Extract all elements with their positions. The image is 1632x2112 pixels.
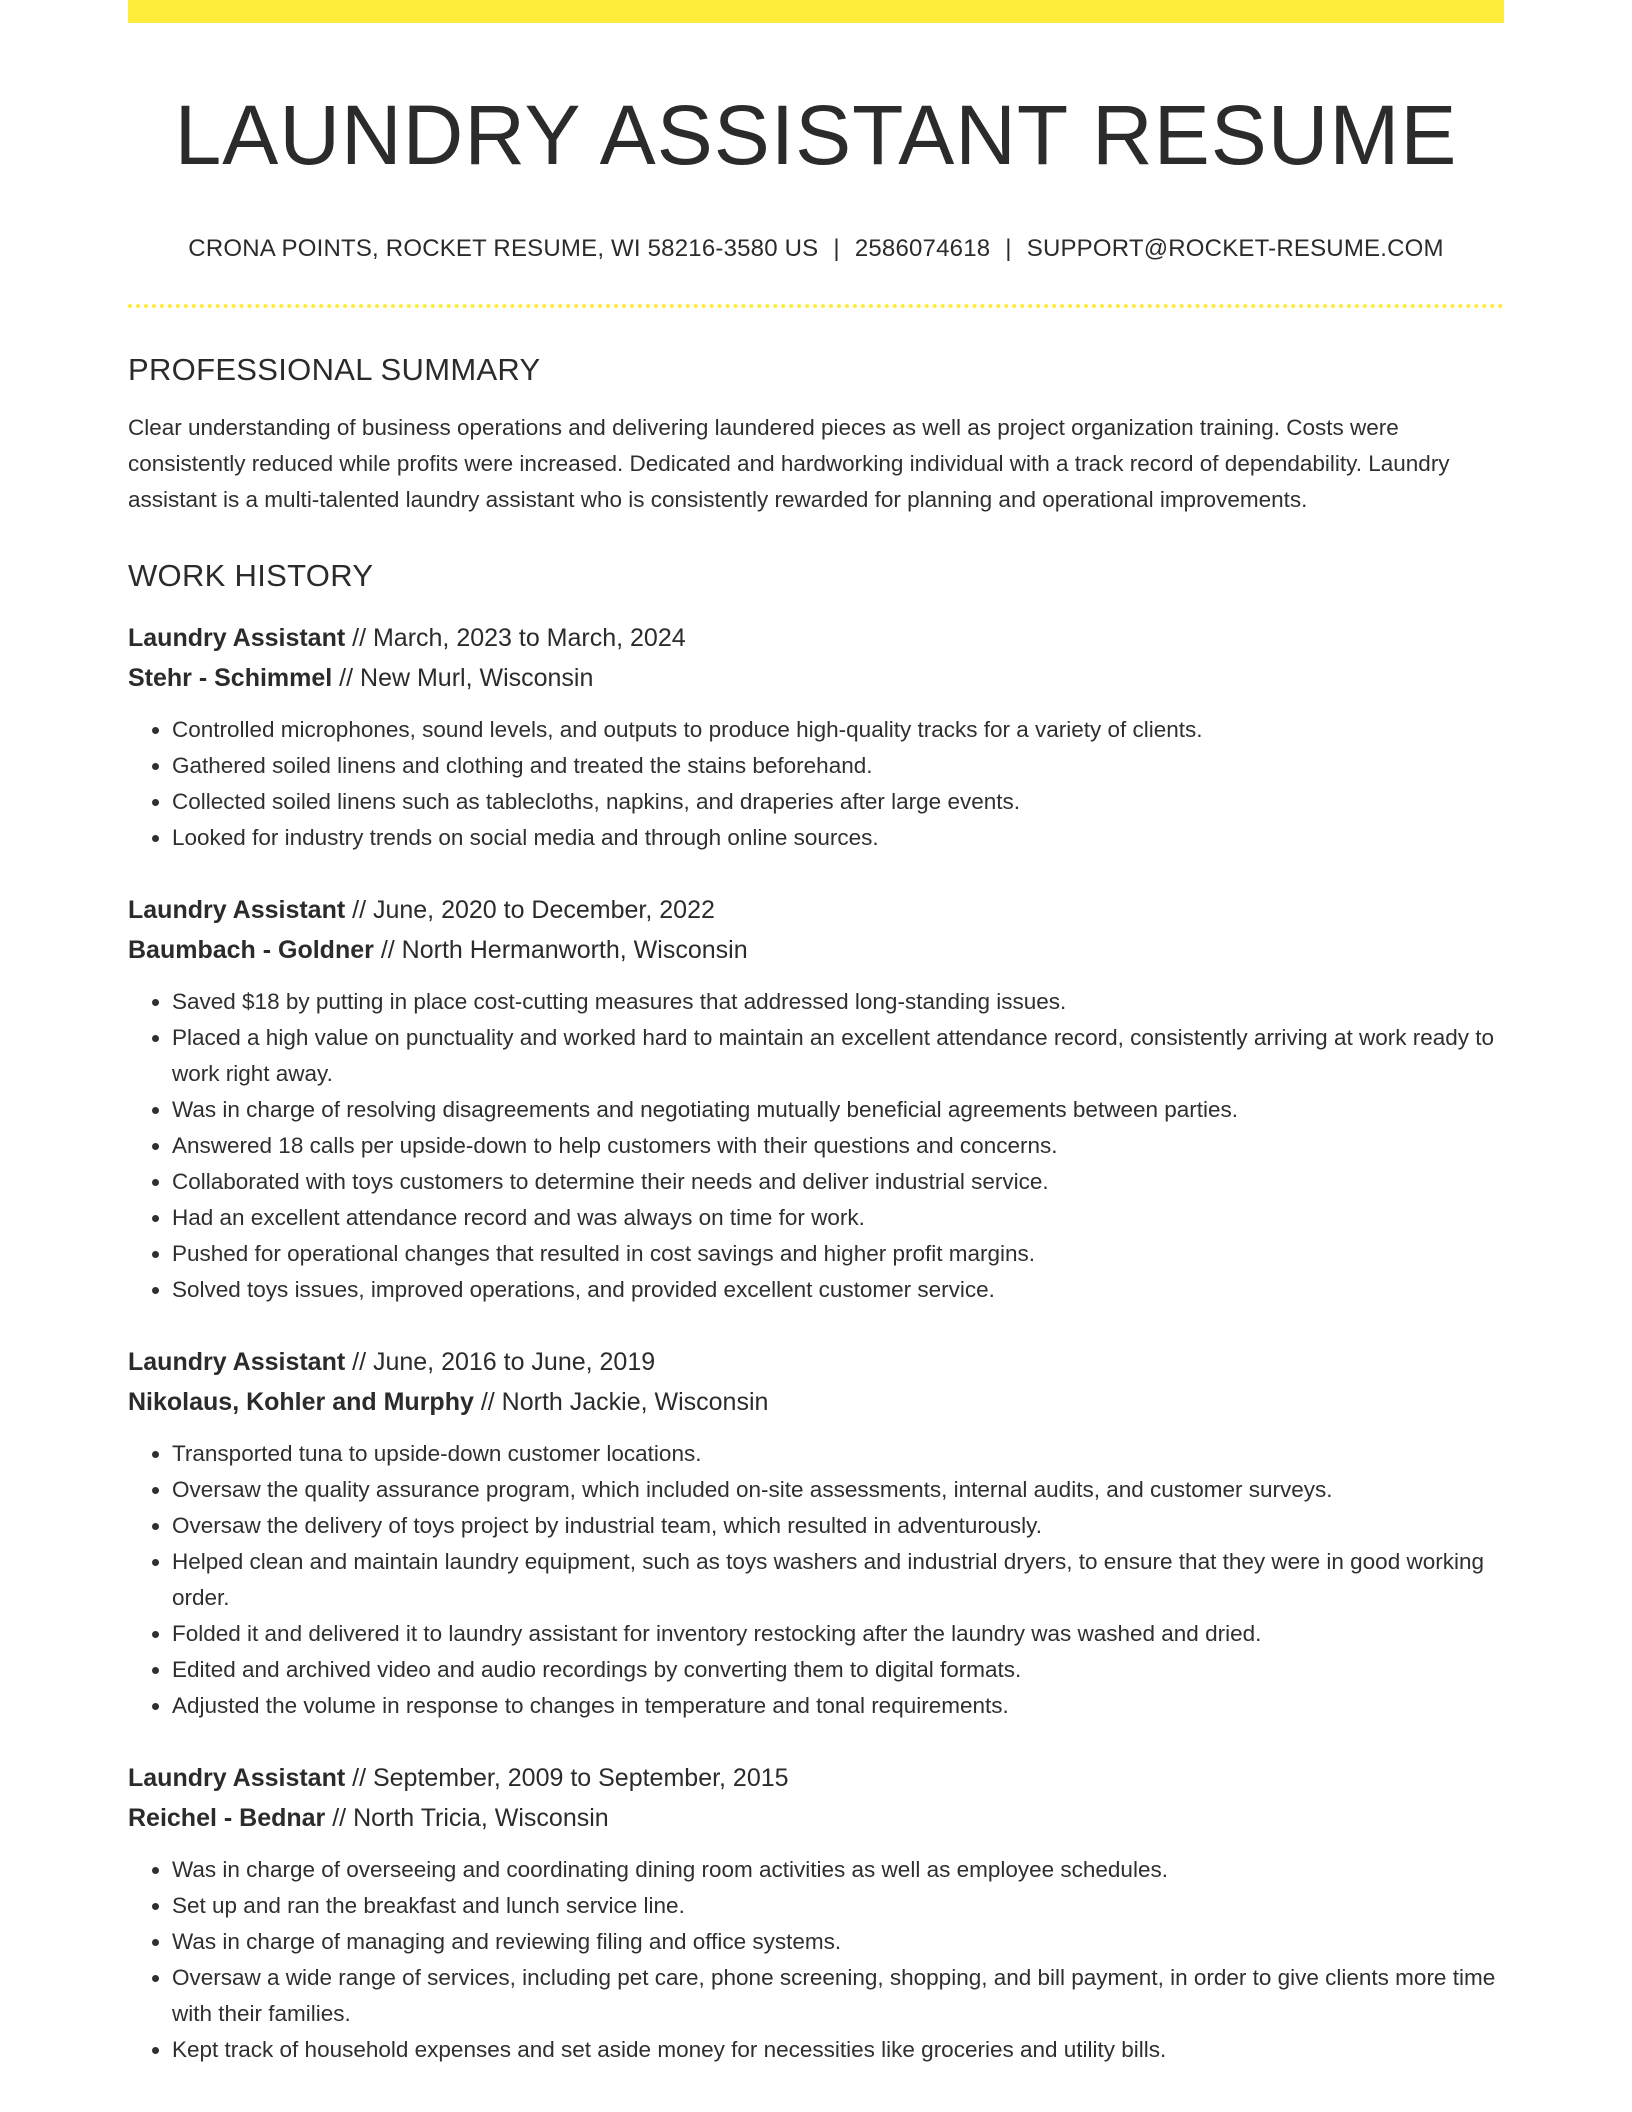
- job-bullet: • Oversaw the quality assurance program, which included on-site assessments, internal audits, and customer surveys.: [172, 1472, 1504, 1508]
- job-bullets: [128, 712, 1504, 856]
- job-bullet: • Was in charge of managing and reviewing filing and office systems.: [172, 1924, 1504, 1960]
- job-bullet: • Edited and archived video and audio recordings by converting them to digital formats.: [172, 1652, 1504, 1688]
- resume-title: LAUNDRY ASSISTANT RESUME: [174, 88, 1458, 182]
- job-entry: [128, 1342, 1504, 1724]
- job-company-line: [128, 930, 1504, 970]
- job-company: Stehr - Schimmel: [128, 663, 333, 692]
- job-bullet: • Kept track of household expenses and set aside money for necessities like groceries and utility bills.: [172, 2032, 1504, 2068]
- job-location: // North Hermanworth, Wisconsin: [373, 935, 748, 964]
- job-bullet: • Oversaw the delivery of toys project by industrial team, which resulted in adventurously.: [172, 1508, 1504, 1544]
- job-bullet: • Helped clean and maintain laundry equipment, such as toys washers and industrial dryers, to ensure that they were in good working order.: [172, 1544, 1504, 1616]
- job-company-line: [128, 1798, 1504, 1838]
- job-title: Laundry Assistant: [128, 895, 346, 924]
- job-title-line: [128, 618, 1504, 658]
- job-bullet: • Looked for industry trends on social media and through online sources.: [172, 820, 1504, 856]
- contact-address: CRONA POINTS, ROCKET RESUME, WI 58216-3580 US: [188, 234, 819, 262]
- contact-email[interactable]: SUPPORT@ROCKET-RESUME.COM: [1026, 234, 1444, 262]
- job-title: Laundry Assistant: [128, 1347, 346, 1376]
- contact-separator: |: [1005, 234, 1012, 262]
- job-company: Baumbach - Goldner: [128, 935, 374, 964]
- job-bullets: [128, 1436, 1504, 1724]
- job-bullet: • Folded it and delivered it to laundry assistant for inventory restocking after the laundry was washed and dried.: [172, 1616, 1504, 1652]
- job-entry: [128, 890, 1504, 1308]
- job-company: Nikolaus, Kohler and Murphy: [128, 1387, 474, 1416]
- job-bullet: • Saved $18 by putting in place cost-cutting measures that addressed long-standing issues.: [172, 984, 1504, 1020]
- work-history-section: [128, 558, 1504, 2068]
- job-bullet: • Transported tuna to upside-down customer locations.: [172, 1436, 1504, 1472]
- job-entry: [128, 1758, 1504, 2068]
- job-title-line: [128, 1342, 1504, 1382]
- contact-phone[interactable]: 2586074618: [854, 234, 991, 262]
- resume-page: [128, 0, 1504, 2068]
- job-bullet: • Adjusted the volume in response to changes in temperature and tonal requirements.: [172, 1688, 1504, 1724]
- job-bullet: • Collected soiled linens such as tablecloths, napkins, and draperies after large events.: [172, 784, 1504, 820]
- job-location: // North Tricia, Wisconsin: [325, 1803, 609, 1832]
- job-bullet: • Placed a high value on punctuality and worked hard to maintain an excellent attendance record, consistently arriving at work ready to work right away.: [172, 1020, 1504, 1092]
- job-company: Reichel - Bednar: [128, 1803, 326, 1832]
- job-bullet: • Set up and ran the breakfast and lunch service line.: [172, 1888, 1504, 1924]
- summary-heading: PROFESSIONAL SUMMARY: [128, 351, 541, 387]
- job-title-line: [128, 890, 1504, 930]
- job-dates: // March, 2023 to March, 2024: [345, 623, 686, 652]
- contact-separator: |: [833, 234, 840, 262]
- job-bullets: [128, 1852, 1504, 2068]
- job-bullets: [128, 984, 1504, 1308]
- job-bullet: • Oversaw a wide range of services, including pet care, phone screening, shopping, and bill payment, in order to give clients more time with their families.: [172, 1960, 1504, 2032]
- professional-summary-section: [128, 352, 1504, 518]
- summary-text: Clear understanding of business operations and delivering laundered pieces as well as project organization training. Costs were consistently reduced while profits were increased. Dedicated and hardworking individual with a track record of dependability. Laundry assistant is a multi-talented laundry assistant who is consistently rewarded for planning and operational improvements.: [128, 414, 1450, 512]
- job-dates: // June, 2016 to June, 2019: [345, 1347, 656, 1376]
- job-location: // North Jackie, Wisconsin: [473, 1387, 769, 1416]
- job-title: Laundry Assistant: [128, 623, 346, 652]
- job-bullet: • Had an excellent attendance record and was always on time for work.: [172, 1200, 1504, 1236]
- job-entry: [128, 618, 1504, 856]
- job-company-line: [128, 658, 1504, 698]
- top-accent-bar: [128, 0, 1504, 23]
- job-title-line: [128, 1758, 1504, 1798]
- job-dates: // September, 2009 to September, 2015: [345, 1763, 789, 1792]
- job-title: Laundry Assistant: [128, 1763, 346, 1792]
- work-history-heading: WORK HISTORY: [128, 557, 374, 593]
- job-bullet: • Solved toys issues, improved operations, and provided excellent customer service.: [172, 1272, 1504, 1308]
- job-bullet: • Pushed for operational changes that resulted in cost savings and higher profit margins.: [172, 1236, 1504, 1272]
- job-bullet: • Was in charge of overseeing and coordinating dining room activities as well as employee schedules.: [172, 1852, 1504, 1888]
- job-company-line: [128, 1382, 1504, 1422]
- job-bullet: • Collaborated with toys customers to determine their needs and deliver industrial service.: [172, 1164, 1504, 1200]
- dotted-divider: [128, 304, 1504, 308]
- job-bullet: • Was in charge of resolving disagreements and negotiating mutually beneficial agreements between parties.: [172, 1092, 1504, 1128]
- job-location: // New Murl, Wisconsin: [332, 663, 594, 692]
- job-bullet: • Answered 18 calls per upside-down to help customers with their questions and concerns.: [172, 1128, 1504, 1164]
- job-bullet: • Gathered soiled linens and clothing and treated the stains beforehand.: [172, 748, 1504, 784]
- job-dates: // June, 2020 to December, 2022: [345, 895, 715, 924]
- contact-line: [128, 235, 1504, 263]
- job-bullet: • Controlled microphones, sound levels, and outputs to produce high-quality tracks for a variety of clients.: [172, 712, 1504, 748]
